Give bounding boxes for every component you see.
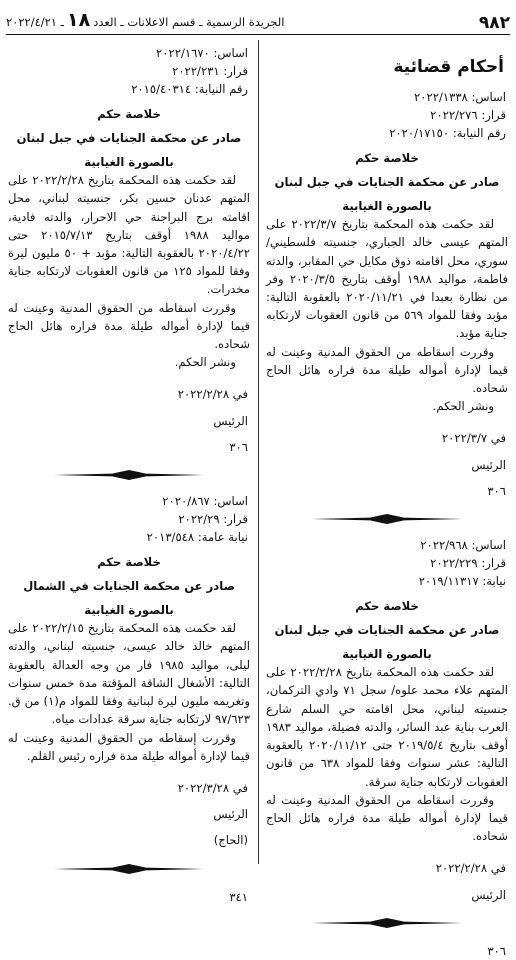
case-decision-no: قرار: ٢٠٢٢/٢٩: [178, 512, 248, 527]
gazette-title: الجريدة الرسمية ـ قسم الاعلانات ـ العدد: [93, 15, 285, 30]
judgment-decision: وقررت إسقاطه من الحقوق المدنية وعينت له قيما لإدارة أمواله طيلة مدة فراره رئيس القلم.: [8, 730, 250, 763]
judgment-mode: بالصورة الغيابية: [84, 155, 174, 170]
case-decision-no: قرار: ٢٠٢٢/٢٧٦: [430, 108, 506, 123]
judgment-mode: بالصورة الغيابية: [342, 647, 432, 662]
separator-ornament: [8, 860, 250, 880]
section-title: أحكام قضائية: [393, 57, 504, 77]
judgment-4: [8, 492, 250, 849]
page-number: ٩٨٢: [478, 13, 510, 33]
judge-title: الرئيس: [213, 413, 248, 428]
judgment-publish: ونشر الحكم.: [174, 355, 236, 370]
notice-id: ٣٠٦: [487, 483, 506, 498]
judge-signature: (الحاج): [213, 833, 248, 848]
case-basis: اساس: ٢٠٢٢/١٣٣٨: [414, 90, 506, 104]
judgment-body: لقد حكمت هذه المحكمة بتاريخ ٢٠٢٢/٣/٧ على المتهم عيسى خالد الجباري، جنسيته فلسطيني/ سوري، محل اقامته ذوق مكايل حي المقابر، والدته فاطمة، مواليد ١٩٨٨ أوقف بتاريخ ٢٠٢٠/٣/٥ وفر من نظارة بعبدا في ٢٠٢٠/١١/٢١ بالعقوبة التالية: مؤبد وفقا للمواد ٥٦٩ من قانون العقوبات لارتكابه جناية مؤبد.: [266, 217, 508, 341]
issue-date: ـ ٢٠٢٢/٤/٢١: [6, 15, 65, 30]
judgment-publish: ونشر الحكم.: [432, 399, 494, 414]
judgment-date: في ٢٠٢٢/٣/٧: [441, 431, 506, 446]
court-name: صادر عن محكمة الجنايات في جبل لبنان: [16, 130, 242, 145]
notice-id: ٣٤١: [229, 889, 248, 904]
judge-title: الرئيس: [471, 457, 506, 472]
case-prosecution-no: رقم النيابة: ٢٠٢٠/١٧١٥٠: [389, 126, 506, 141]
judgment-date: في ٢٠٢٢/٢/٢٨: [177, 387, 248, 402]
judgment-mode: بالصورة الغيابية: [84, 603, 174, 618]
issue-number: ١٨: [67, 9, 91, 32]
court-name: صادر عن محكمة الجنايات في جبل لبنان: [274, 622, 500, 637]
judgment-heading: خلاصة حكم: [355, 598, 419, 613]
judgment-date: في ٢٠٢٢/٢/٢٨: [435, 861, 506, 876]
case-prosecution-no: رقم النيابة: ٢٠١٥/٤٠٣١٤: [131, 82, 248, 97]
separator-ornament: [266, 914, 508, 934]
case-basis: اساس: ٢٠٢٢/٩٦٨: [420, 538, 506, 553]
judgment-body: لقد حكمت هذه المحكمة بتاريخ ٢٠٢٢/٢/٢٨ على المتهم عدنان حسين بكر، جنسيته لبناني، محل اقامته برج البراجنة حي الاحرار، والدته فادية، مواليد ١٩٨٨ أوقف بتاريخ ٢٠١٥/٧/١٣ حتى ٢٠٢٠/٤/٢٢ بالعقوبة التالية: مؤبد + ٥٠ مليون ليرة وفقا للمواد ١٢٥ من قانون العقوبات لارتكابه جناية مخدرات.: [8, 173, 250, 297]
judgment-decision: وقررت اسقاطه من الحقوق المدنية وعينت له قيما لإدارة أمواله طيلة مدة فراره هائل الحاج شحاده.: [266, 792, 508, 844]
judgment-mode: بالصورة الغيابية: [342, 199, 432, 214]
judgment-body: لقد حكمت هذه المحكمة بتاريخ ٢٠٢٢/٢/٢٨ على المتهم علاء محمد علوه/ سجل ٧١ وادي التركمان، جنسيته لبناني، محل اقامته حي السلم شارع العرب بناية عبد السائر، والدته فضيلة، مواليد ١٩٨٣ أوقف بتاريخ ٢٠١٩/٥/٤ حتى ٢٠٢٠/١١/١٢ بالعقوبة التالية: عشر سنوات وفقا للمواد ٦٣٨ من قانون العقوبات لارتكابه جناية سرقة.: [266, 665, 509, 789]
right-column: [266, 40, 509, 958]
judgment-2: [266, 536, 508, 904]
judgment-3: [8, 44, 250, 456]
judgment-heading: خلاصة حكم: [355, 150, 419, 165]
judgment-decision: وقررت اسقاطه من الحقوق المدنية وعينت له قيما لإدارة أمواله طيلة مدة فراره هائل الحاج شحاده.: [266, 344, 508, 396]
judgment-date: في ٢٠٢٢/٣/٢٨: [177, 780, 248, 795]
separator-ornament: [8, 466, 250, 486]
case-decision-no: قرار: ٢٠٢٢/٢٢٩: [430, 556, 506, 571]
judgment-heading: خلاصة حكم: [97, 106, 161, 121]
court-name: صادر عن محكمة الجنايات في جبل لبنان: [274, 174, 500, 189]
judge-title: الرئيس: [471, 887, 506, 902]
case-prosecution-no: نيابة: ٢٠١٩/١١٣١٧: [418, 574, 506, 589]
judgment-body: لقد حكمت هذه المحكمة بتاريخ ٢٠٢٢/٢/١٥ على المتهم خالد خالد عيسى، جنسيته لبناني، والدته ليلى، مواليد ١٩٨٥ فار من وجه العدالة بالعقوبة التالية: الأشغال الشاقة المؤقتة مدة خمس سنوات وتغريمه مليون ليرة لبنانية وفقا للمواد م(١) من ق. ٩٧/٦٢٣ لارتكابه جناية سرقة عدادات مياه.: [8, 621, 251, 727]
page-header: [6, 6, 510, 35]
notice-id: ٣٠٦: [487, 943, 506, 958]
case-basis: اساس: ٢٠٢٠/٨٦٧: [162, 494, 248, 509]
judge-title: الرئيس: [213, 807, 248, 822]
left-column: [8, 40, 250, 930]
running-title: [6, 9, 284, 32]
notice-id: ٣٠٦: [229, 439, 248, 454]
judgment-decision: وقررت اسقاطه من الحقوق المدنية وعينت له قيما لإدارة أمواله طيلة مدة فراره هائل الحاج شحاده.: [8, 300, 250, 352]
court-name: صادر عن محكمة الجنايات في الشمال: [23, 578, 235, 593]
case-prosecution-no: نيابة عامة: ٢٠١٣/٥٤٨: [146, 530, 248, 545]
case-decision-no: قرار: ٢٠٢٢/٢٣١: [172, 64, 248, 79]
judgment-heading: خلاصة حكم: [97, 554, 161, 569]
separator-ornament: [266, 510, 508, 530]
case-basis: اساس: ٢٠٢٢/١٦٧٠: [156, 46, 248, 60]
column-divider: [258, 40, 259, 864]
judgment-1: [266, 88, 508, 500]
